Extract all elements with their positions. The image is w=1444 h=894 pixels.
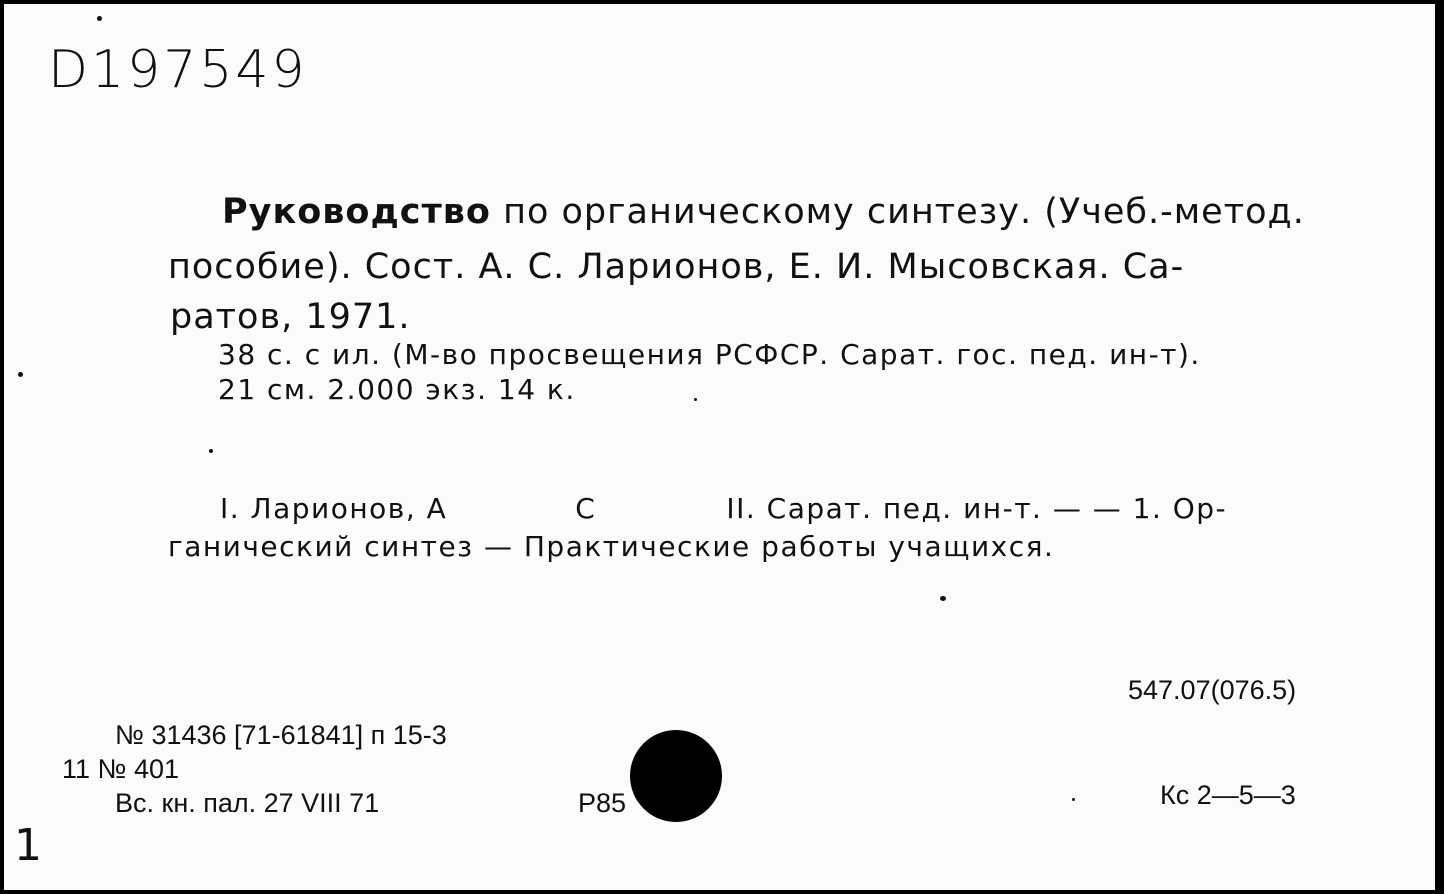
registry-number: 11 № 401 bbox=[62, 754, 180, 784]
scan-border-right bbox=[1435, 0, 1444, 894]
handwritten-code: D197549 bbox=[48, 40, 308, 100]
chamber-stamp: Вс. кн. пал. 27 VIII 71 bbox=[115, 788, 380, 818]
description-line-2: пособие). Сост. А. С. Ларионов, Е. И. Мысовская. Са- bbox=[168, 247, 1185, 287]
title-rest: по органическому синтезу. (Учеб.-метод. bbox=[490, 192, 1305, 232]
speck bbox=[18, 372, 23, 377]
scan-border-bottom bbox=[0, 890, 1444, 894]
speck bbox=[1072, 798, 1075, 801]
order-number: № 31436 [71-61841] п 15-3 bbox=[115, 720, 447, 750]
tracing-line-1 bbox=[220, 492, 1227, 525]
ks-number: Кс 2—5—3 bbox=[1160, 780, 1296, 810]
scan-border-top bbox=[0, 0, 1444, 4]
side-mark: 1 bbox=[14, 820, 42, 871]
collation-line-1: 38 с. с ил. (М-во просвещения РСФСР. Сарат. гос. пед. ин-т). bbox=[218, 338, 1201, 371]
description-line-3: ратов, 1971. bbox=[170, 297, 411, 337]
title-bold: Руководство bbox=[222, 192, 491, 232]
classmark: Р85 bbox=[578, 788, 627, 818]
tracing-line-2: ганический синтез — Практические работы учащихся. bbox=[168, 530, 1055, 563]
ink-dot bbox=[97, 16, 102, 21]
speck bbox=[209, 449, 213, 453]
collation-line-2: 21 см. 2.000 экз. 14 к. bbox=[218, 373, 576, 406]
speck bbox=[694, 398, 697, 401]
tracing-part-b: С bbox=[575, 492, 597, 525]
punch-hole bbox=[630, 730, 722, 822]
tracing-part-c: II. Сарат. пед. ин-т. — — 1. Ор- bbox=[726, 492, 1228, 525]
title-line bbox=[222, 192, 1305, 232]
scan-border-left bbox=[0, 0, 4, 894]
tracing-part-a: I. Ларионов, А bbox=[220, 492, 448, 525]
udc-index: 547.07(076.5) bbox=[1128, 675, 1297, 705]
speck bbox=[940, 596, 946, 601]
